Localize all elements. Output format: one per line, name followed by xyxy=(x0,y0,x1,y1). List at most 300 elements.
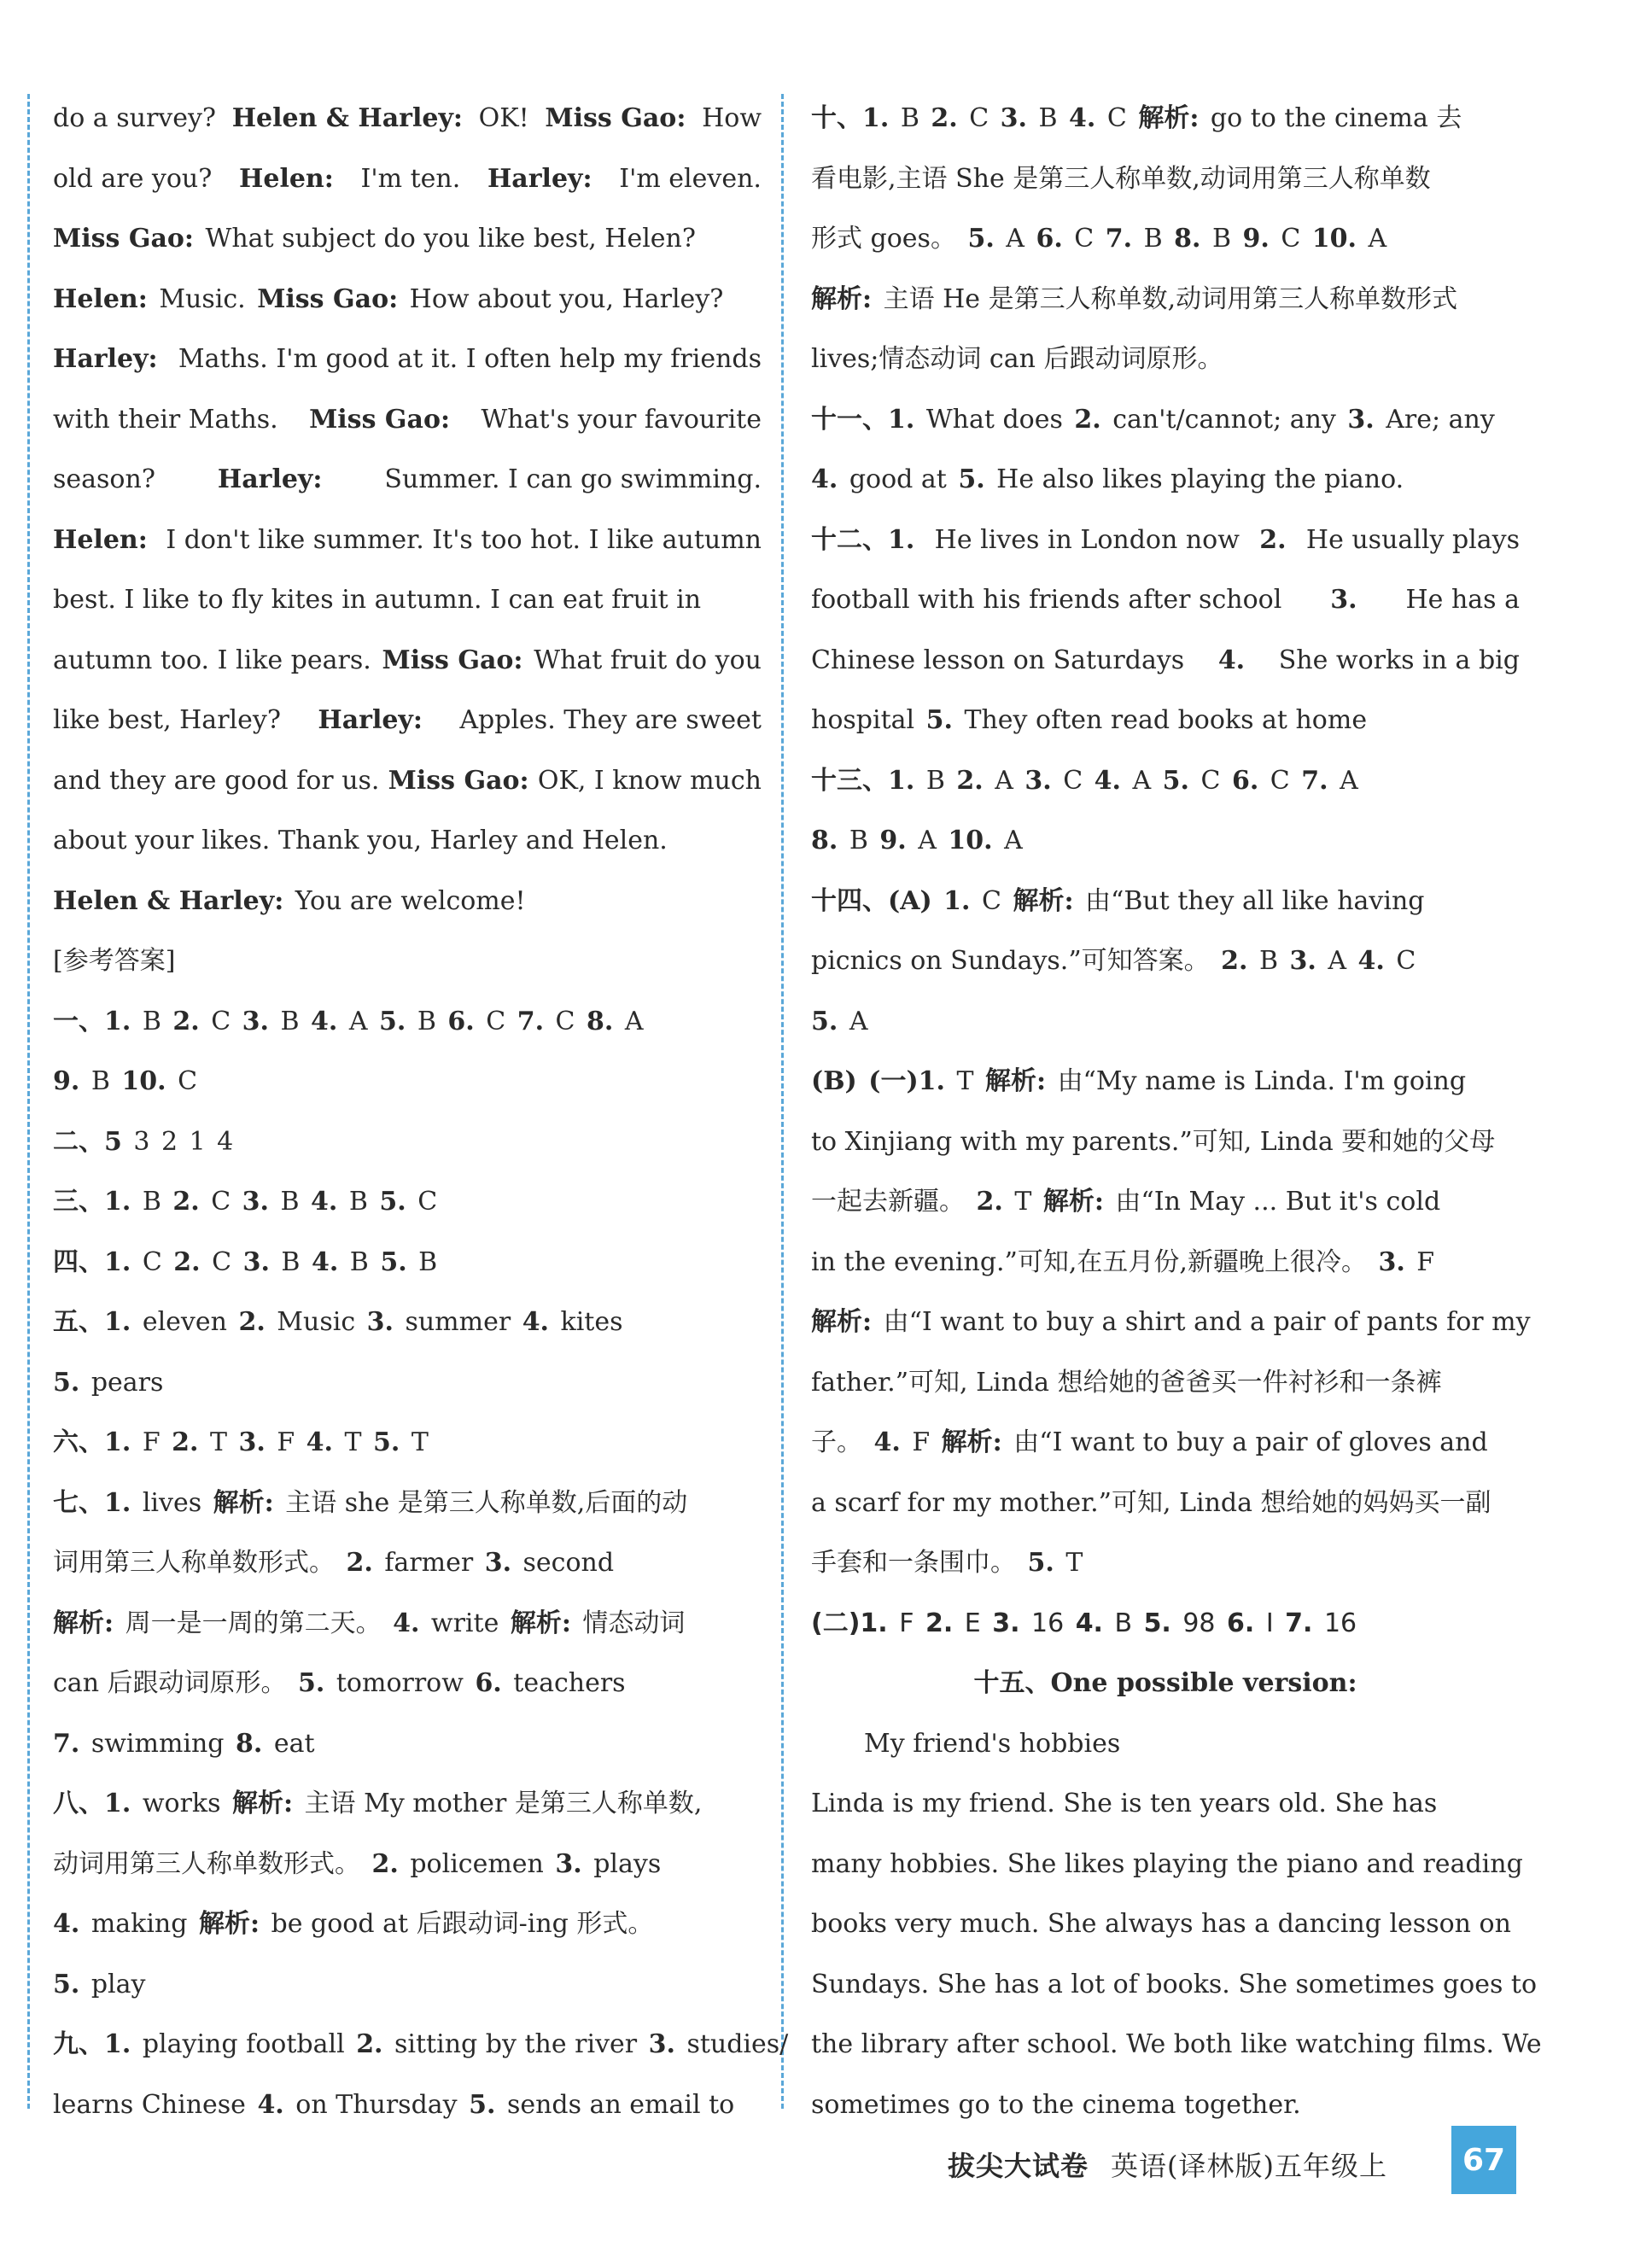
text-segment: 七、1. xyxy=(53,1487,131,1518)
text-line xyxy=(53,330,762,390)
text-segment: 4. xyxy=(1094,765,1121,796)
text-segment: 主语 My mother 是第三人称单数, xyxy=(304,1789,703,1818)
text-line xyxy=(811,1052,1520,1112)
text-line xyxy=(53,149,762,210)
text-line xyxy=(53,270,762,330)
text-segment: Miss Gao: xyxy=(545,103,686,133)
text-segment: Miss Gao: xyxy=(53,224,194,254)
text-segment: books very much. She always has a dancing lesson on xyxy=(811,1909,1511,1939)
text-line xyxy=(811,1894,1520,1955)
text-line xyxy=(811,1955,1538,2016)
text-segment: 3. xyxy=(484,1548,512,1578)
text-segment: 4. xyxy=(522,1307,550,1337)
text-segment: Maths. I'm good at it. I often help my friends xyxy=(178,344,762,374)
text-segment: C xyxy=(1396,946,1416,976)
text-segment: He also likes playing the piano. xyxy=(996,464,1404,494)
text-segment: Miss Gao: xyxy=(257,283,399,314)
text-segment: Helen & Harley: xyxy=(53,885,284,916)
text-segment: tomorrow xyxy=(336,1668,464,1698)
text-segment: T xyxy=(1065,1548,1083,1578)
text-segment: T xyxy=(344,1427,362,1457)
text-segment: A xyxy=(995,765,1013,796)
text-segment: F xyxy=(1416,1246,1435,1277)
text-line xyxy=(811,511,1520,571)
text-segment: 5. xyxy=(298,1668,325,1698)
text-segment: 5. xyxy=(379,1006,406,1036)
text-segment: He has a xyxy=(1405,585,1520,615)
text-line xyxy=(53,209,762,270)
text-segment: the library after school. We both like watching films. We xyxy=(811,2029,1542,2059)
text-segment: C xyxy=(1106,103,1127,133)
text-segment: 十二、1. xyxy=(811,524,915,555)
text-line xyxy=(53,1052,762,1112)
text-line xyxy=(53,1714,762,1775)
text-segment: B xyxy=(849,826,868,855)
text-line xyxy=(811,751,1520,812)
text-line xyxy=(53,1353,762,1414)
text-line xyxy=(53,1112,762,1173)
text-line xyxy=(811,209,1520,270)
text-segment: 由“I want to buy a pair of gloves and xyxy=(1013,1427,1488,1457)
text-segment: 9. xyxy=(879,826,907,855)
text-segment: B xyxy=(1114,1608,1133,1638)
text-segment: Linda is my friend. She is ten years old. She has xyxy=(811,1789,1438,1818)
text-segment: about your likes. Thank you, Harley and Helen. xyxy=(53,826,668,855)
text-segment: I'm ten. xyxy=(360,163,461,194)
text-segment: 由“I want to buy a shirt and a pair of pants for my xyxy=(883,1307,1531,1337)
text-segment: C xyxy=(211,1187,231,1217)
text-segment: 3. xyxy=(242,1187,269,1217)
text-segment: B xyxy=(1038,103,1058,133)
text-segment: 2. xyxy=(976,1187,1003,1217)
text-segment: T xyxy=(209,1427,227,1457)
text-line xyxy=(811,691,1520,751)
text-segment: What does xyxy=(925,404,1063,435)
text-segment: football with his friends after school xyxy=(811,585,1282,615)
text-segment: A xyxy=(849,1006,868,1036)
text-segment: E xyxy=(964,1608,981,1638)
text-segment: C xyxy=(1270,765,1290,796)
text-segment: F xyxy=(912,1427,931,1457)
text-segment: to Xinjiang with my parents.”可知, Linda 要和她的父母 xyxy=(811,1126,1496,1157)
text-segment: C xyxy=(1074,224,1095,254)
text-segment: can 后跟动词原形。 xyxy=(53,1668,287,1698)
text-line xyxy=(53,931,762,992)
text-segment: 手套和一条围巾。 xyxy=(811,1548,1016,1578)
text-segment: 5. xyxy=(967,224,995,254)
text-segment: I xyxy=(1265,1608,1274,1638)
text-segment: 四、1. xyxy=(53,1246,131,1277)
text-segment: 3. xyxy=(1000,103,1027,133)
text-segment: 2. xyxy=(172,1427,199,1457)
text-segment: B xyxy=(925,765,945,796)
text-segment: B xyxy=(1259,946,1279,976)
text-segment: 子。 xyxy=(811,1427,862,1457)
text-segment: (二)1. xyxy=(811,1608,888,1638)
text-segment: 2 xyxy=(161,1126,178,1157)
text-segment: I don't like summer. It's too hot. I like autumn xyxy=(166,524,762,555)
text-segment: 2. xyxy=(1221,946,1248,976)
text-segment: 解析: xyxy=(811,1307,873,1337)
text-segment: B xyxy=(142,1187,161,1217)
text-segment: B xyxy=(280,1006,300,1036)
text-segment: 周一是一周的第二天。 xyxy=(125,1608,382,1638)
text-segment: Helen: xyxy=(53,524,148,555)
text-line xyxy=(53,450,762,511)
text-line xyxy=(811,992,1520,1053)
text-segment: 二、5 xyxy=(53,1126,122,1157)
text-line xyxy=(53,1835,762,1895)
text-segment: C xyxy=(1200,765,1221,796)
text-line xyxy=(53,2075,762,2136)
text-segment: 解析: xyxy=(213,1487,274,1518)
text-segment: 2. xyxy=(238,1307,266,1337)
text-segment: Chinese lesson on Saturdays xyxy=(811,645,1185,675)
text-segment: write xyxy=(430,1608,499,1638)
text-segment: on Thursday xyxy=(295,2089,458,2120)
text-line xyxy=(811,1654,1520,1714)
footer-brand: 拔尖大试卷 xyxy=(948,2150,1089,2182)
text-line xyxy=(811,1835,1523,1895)
text-segment: 6. xyxy=(1036,224,1063,254)
text-line xyxy=(811,1474,1520,1534)
text-segment: B xyxy=(142,1006,161,1036)
text-segment: plays xyxy=(593,1848,662,1879)
text-segment: 16 xyxy=(1323,1608,1357,1638)
text-segment: and they are good for us. xyxy=(53,765,380,796)
text-segment: B xyxy=(281,1246,301,1277)
text-segment: 2. xyxy=(356,2029,383,2059)
text-segment: 解析: xyxy=(1042,1187,1104,1217)
text-segment: B xyxy=(348,1187,368,1217)
text-segment: Harley: xyxy=(53,344,158,374)
text-segment: Are; any xyxy=(1386,404,1495,435)
text-segment: B xyxy=(900,103,919,133)
text-segment: 解析: xyxy=(984,1066,1047,1096)
text-segment: F xyxy=(899,1608,914,1638)
text-segment: autumn too. I like pears. xyxy=(53,645,371,675)
text-segment: (一)1. xyxy=(868,1066,945,1096)
text-segment: 5. xyxy=(925,705,953,735)
text-line xyxy=(53,1654,762,1714)
text-segment: 4. xyxy=(257,2089,284,2120)
footer-subtitle: 英语(译林版)五年级上 xyxy=(1111,2150,1387,2182)
text-segment: 一、1. xyxy=(53,1006,131,1036)
text-segment: 解析: xyxy=(1138,103,1200,133)
text-segment: Sundays. She has a lot of books. She sometimes goes to xyxy=(811,1969,1538,1999)
text-segment: good at xyxy=(849,464,947,494)
text-segment: He usually plays xyxy=(1305,524,1520,555)
text-segment: 3. xyxy=(648,2029,675,2059)
text-segment: 7. xyxy=(53,1728,80,1759)
text-line xyxy=(811,1413,1520,1474)
text-segment: A xyxy=(1368,224,1387,254)
text-line xyxy=(811,149,1520,210)
text-segment: 5. xyxy=(380,1246,407,1277)
text-line xyxy=(811,1714,1520,1775)
text-line xyxy=(811,631,1520,692)
text-segment: 解析: xyxy=(231,1789,294,1818)
text-segment: What fruit do you xyxy=(534,645,762,675)
text-segment: A xyxy=(1004,826,1023,855)
text-segment: swimming xyxy=(90,1728,225,1759)
text-segment: 2. xyxy=(172,1006,200,1036)
text-segment: 主语 she 是第三人称单数,后面的动 xyxy=(285,1487,688,1518)
text-line xyxy=(811,2015,1542,2075)
text-segment: summer xyxy=(405,1307,511,1337)
text-segment: 7. xyxy=(1285,1608,1313,1638)
text-segment: 6. xyxy=(447,1006,475,1036)
text-segment: second xyxy=(522,1548,615,1578)
text-segment: 十五、One possible version: xyxy=(973,1668,1357,1698)
text-segment: 3. xyxy=(242,1246,270,1277)
text-segment: Helen: xyxy=(53,283,148,314)
text-segment: 10. xyxy=(1311,224,1357,254)
text-segment: in the evening.”可知,在五月份,新疆晚上很冷。 xyxy=(811,1246,1367,1277)
text-segment: 2. xyxy=(1074,404,1101,435)
text-segment: 3. xyxy=(1378,1246,1405,1277)
text-line xyxy=(811,931,1520,992)
text-segment: 3. xyxy=(1024,765,1052,796)
text-segment: 3. xyxy=(1347,404,1375,435)
text-segment: making xyxy=(90,1909,188,1939)
text-segment: 5. xyxy=(53,1969,80,1999)
text-segment: Miss Gao: xyxy=(309,404,451,435)
text-line xyxy=(53,1894,762,1955)
text-line xyxy=(811,270,1520,330)
text-segment: 8. xyxy=(587,1006,614,1036)
text-segment: with their Maths. xyxy=(53,404,278,435)
text-segment: eat xyxy=(273,1728,315,1759)
text-segment: 动词用第三人称单数形式。 xyxy=(53,1848,360,1879)
text-segment: 98 xyxy=(1182,1608,1216,1638)
text-segment: 4. xyxy=(311,1006,338,1036)
text-segment: best. I like to fly kites in autumn. I can eat fruit in xyxy=(53,585,702,615)
text-segment: 7. xyxy=(1105,224,1133,254)
text-segment: Harley: xyxy=(318,705,423,735)
text-segment: A xyxy=(918,826,937,855)
text-segment: policemen xyxy=(410,1848,544,1879)
text-line xyxy=(811,330,1520,390)
text-segment: C xyxy=(212,1246,232,1277)
text-segment: 2. xyxy=(346,1548,373,1578)
text-segment: B xyxy=(90,1066,110,1096)
text-segment: 5. xyxy=(958,464,985,494)
text-segment: F xyxy=(142,1427,161,1457)
text-segment: 3 xyxy=(133,1126,150,1157)
text-segment: 由“My name is Linda. I'm going xyxy=(1057,1066,1467,1096)
text-segment: C xyxy=(417,1187,438,1217)
text-line xyxy=(811,450,1520,511)
text-segment: Miss Gao: xyxy=(382,645,523,675)
text-segment: C xyxy=(982,885,1001,916)
text-segment: kites xyxy=(560,1307,623,1337)
text-segment: 六、1. xyxy=(53,1427,131,1457)
text-segment: Miss Gao: xyxy=(388,765,529,796)
text-line xyxy=(53,751,762,812)
text-segment: 16 xyxy=(1031,1608,1065,1638)
text-segment: 十四、(A) xyxy=(811,885,932,916)
text-segment: works xyxy=(142,1789,221,1818)
text-segment: 3. xyxy=(555,1848,582,1879)
text-segment: sends an email to xyxy=(506,2089,735,2120)
text-line xyxy=(811,1172,1520,1233)
text-segment: do a survey? xyxy=(53,103,217,133)
text-segment: playing football xyxy=(142,2029,345,2059)
text-segment: F xyxy=(277,1427,295,1457)
text-segment: 9. xyxy=(1242,224,1270,254)
text-segment: C xyxy=(142,1246,162,1277)
text-segment: 1 xyxy=(189,1126,206,1157)
text-segment: 5. xyxy=(1162,765,1189,796)
text-segment: be good at 后跟动词-ing 形式。 xyxy=(271,1909,654,1939)
text-segment: 解析: xyxy=(198,1909,260,1939)
text-segment: What subject do you like best, Helen? xyxy=(205,224,696,254)
text-line xyxy=(53,1233,762,1293)
text-segment: 9. xyxy=(53,1066,80,1096)
text-segment: 九、1. xyxy=(53,2029,131,2059)
text-segment: 解析: xyxy=(53,1608,114,1638)
text-segment: B xyxy=(417,1006,436,1036)
text-segment: (B) xyxy=(811,1066,857,1096)
text-segment: 4. xyxy=(306,1427,333,1457)
text-segment: 2. xyxy=(371,1848,399,1879)
text-segment: 3. xyxy=(1330,585,1357,615)
text-segment: A xyxy=(1340,765,1358,796)
text-segment: 解析: xyxy=(1013,885,1074,916)
text-segment: eleven xyxy=(142,1307,227,1337)
text-segment: A xyxy=(1006,224,1024,254)
text-segment: 4. xyxy=(1075,1608,1103,1638)
text-segment: T xyxy=(1014,1187,1032,1217)
text-segment: How about you, Harley? xyxy=(409,283,724,314)
text-line xyxy=(53,1293,762,1353)
text-segment: 词用第三人称单数形式。 xyxy=(53,1548,335,1578)
page-footer xyxy=(948,2134,1387,2194)
text-segment: C xyxy=(486,1006,506,1036)
text-line xyxy=(53,1533,762,1594)
text-segment: 2. xyxy=(956,765,984,796)
text-line xyxy=(53,1413,762,1474)
text-segment: 解析: xyxy=(510,1608,571,1638)
text-segment: Music xyxy=(277,1307,356,1337)
text-segment: B xyxy=(418,1246,438,1277)
text-segment: A xyxy=(624,1006,644,1036)
text-segment: sitting by the river xyxy=(394,2029,638,2059)
text-segment: Summer. I can go swimming. xyxy=(384,464,762,494)
text-segment: She works in a big xyxy=(1278,645,1520,675)
text-line xyxy=(53,89,762,149)
text-segment: C xyxy=(555,1006,575,1036)
text-segment: 5. xyxy=(53,1367,80,1398)
text-segment: season? xyxy=(53,464,155,494)
text-segment: 5. xyxy=(379,1187,406,1217)
text-segment: C xyxy=(1063,765,1083,796)
text-segment: 一起去新疆。 xyxy=(811,1187,965,1217)
text-line xyxy=(53,390,762,451)
text-segment: pears xyxy=(90,1367,164,1398)
text-segment: He lives in London now xyxy=(934,524,1240,555)
text-segment: C xyxy=(1281,224,1301,254)
text-line xyxy=(53,992,762,1053)
text-segment: 十一、1. xyxy=(811,404,915,435)
text-segment: 解析: xyxy=(811,283,873,314)
text-line xyxy=(811,1112,1520,1173)
text-segment: 五、1. xyxy=(53,1307,131,1337)
text-segment: 6. xyxy=(1231,765,1259,796)
text-segment: 10. xyxy=(948,826,993,855)
text-segment: How xyxy=(702,103,762,133)
text-segment: sometimes go to the cinema together. xyxy=(811,2089,1301,2120)
right-column xyxy=(811,89,1542,2135)
text-segment: 4. xyxy=(311,1246,339,1277)
text-segment: My friend's hobbies xyxy=(864,1728,1121,1759)
text-segment: 情态动词 xyxy=(582,1608,686,1638)
text-segment: 3. xyxy=(238,1427,266,1457)
text-segment: B xyxy=(1143,224,1163,254)
text-line xyxy=(811,390,1520,451)
text-segment: 看电影,主语 She 是第三人称单数,动词用第三人称单数 xyxy=(811,163,1431,194)
text-segment: lives xyxy=(142,1487,202,1518)
text-segment: farmer xyxy=(384,1548,474,1578)
text-segment: 6. xyxy=(475,1668,502,1698)
text-line xyxy=(811,1774,1520,1835)
text-line xyxy=(811,1293,1531,1353)
text-segment: B xyxy=(349,1246,369,1277)
text-segment: many hobbies. She likes playing the piano and reading xyxy=(811,1848,1523,1879)
text-segment: They often read books at home xyxy=(964,705,1368,735)
text-segment: 2. xyxy=(1259,524,1287,555)
text-segment: father.”可知, Linda 想给她的爸爸买一件衬衫和一条裤 xyxy=(811,1367,1442,1398)
text-segment: can't/cannot; any xyxy=(1112,404,1336,435)
text-segment: lives;情态动词 can 后跟动词原形。 xyxy=(811,344,1223,374)
text-segment: 5. xyxy=(1143,1608,1171,1638)
column-divider xyxy=(781,94,784,2109)
text-segment: Apples. They are sweet xyxy=(459,705,762,735)
text-segment: 3. xyxy=(242,1006,269,1036)
text-segment: 4. xyxy=(1217,645,1246,675)
text-segment: 4. xyxy=(1357,946,1385,976)
text-segment: play xyxy=(90,1969,146,1999)
text-segment: A xyxy=(1132,765,1152,796)
text-line xyxy=(811,811,1520,872)
text-segment: B xyxy=(1211,224,1231,254)
text-segment: 形式 goes。 xyxy=(811,224,956,254)
text-segment: Music. xyxy=(159,283,246,314)
text-line xyxy=(53,2015,789,2075)
text-segment: T xyxy=(411,1427,429,1457)
text-segment: 7. xyxy=(1301,765,1328,796)
text-segment: studies/ xyxy=(686,2029,789,2059)
text-line xyxy=(811,89,1520,149)
text-line xyxy=(53,1955,762,2016)
text-line xyxy=(811,1594,1520,1655)
text-line xyxy=(811,1233,1520,1293)
text-segment: 3. xyxy=(992,1608,1020,1638)
text-line xyxy=(53,511,762,571)
text-line xyxy=(53,631,762,692)
text-segment: 10. xyxy=(121,1066,166,1096)
text-segment: I'm eleven. xyxy=(619,163,762,194)
text-segment: 十、1. xyxy=(811,103,890,133)
text-segment: B xyxy=(280,1187,300,1217)
text-line xyxy=(53,1172,762,1233)
text-segment: Helen & Harley: xyxy=(231,103,463,133)
text-segment: T xyxy=(956,1066,974,1096)
text-line xyxy=(811,2075,1520,2136)
text-segment: 4. xyxy=(311,1187,338,1217)
text-segment: 4. xyxy=(873,1427,901,1457)
